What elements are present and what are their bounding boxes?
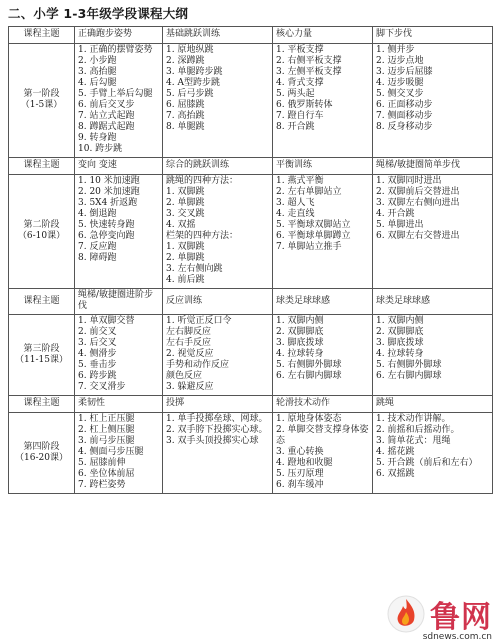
content-cell xyxy=(163,44,273,158)
phase-label: 第一阶段 （1-5课） xyxy=(20,89,63,110)
content-cell xyxy=(75,315,163,396)
content-cell xyxy=(163,413,273,494)
exercise-item: 1. 单双脚交替 xyxy=(78,316,135,326)
exercise-item: 5. 屈膝前伸 xyxy=(78,458,126,468)
exercise-item: 6. 双脚左右交替进出 xyxy=(376,231,460,241)
phase-label: 第四阶段 （16-20课） xyxy=(15,441,68,463)
exercise-item: 1. 双脚跳 xyxy=(166,242,205,252)
exercise-item: 4. 倒退跑 xyxy=(78,209,117,219)
exercise-item: 左右手反应 xyxy=(166,338,212,348)
exercise-item: 4. 背式支撑 xyxy=(276,78,324,88)
exercise-item: 5. 快速转身跑 xyxy=(78,220,135,230)
topic-label-cell: 课程主题 xyxy=(9,289,75,315)
exercise-item: 5. 右侧脚外脚球 xyxy=(276,360,342,370)
topic-header-cell: 正确跑步姿势 xyxy=(75,27,163,44)
exercise-item: 5. 右侧脚外脚球 xyxy=(376,360,442,370)
exercise-item: 2. 左右单脚站立 xyxy=(276,187,342,197)
phase-label-cell xyxy=(9,315,75,396)
exercise-item: 3. 双手头顶投掷实心球 xyxy=(166,436,259,446)
topic-header-cell: 平衡训练 xyxy=(273,158,373,175)
exercise-item: 手势和动作反应 xyxy=(166,360,230,370)
content-cell xyxy=(273,44,373,158)
exercise-item: 栏架的四种方法： xyxy=(166,231,239,241)
content-cell xyxy=(373,44,493,158)
exercise-item: 6. 左右脚内脚球 xyxy=(376,371,442,381)
topic-header-cell: 变向 变速 xyxy=(75,158,163,175)
exercise-item: 4. 走直线 xyxy=(276,209,315,219)
phase-content-row xyxy=(9,44,493,158)
exercise-item: 3. 脚底拨球 xyxy=(276,338,324,348)
exercise-item: 3. 躲避反应 xyxy=(166,382,214,392)
topic-header-cell: 球类足球球感 xyxy=(373,289,493,315)
phase-header-row xyxy=(9,289,493,315)
exercise-item: 4. 拉球转身 xyxy=(276,349,324,359)
exercise-item: 1. 单手投掷垒球、网球。 xyxy=(166,414,268,424)
exercise-item: 2. 杠上侧压腿 xyxy=(78,425,135,435)
exercise-item: 4. 前后跳 xyxy=(166,275,205,285)
exercise-item: 3. 左右侧向跳 xyxy=(166,264,223,274)
exercise-item: 8. 蹲踞式起跑 xyxy=(78,122,135,132)
phase-label-cell xyxy=(9,44,75,158)
content-cell xyxy=(75,413,163,494)
exercise-item: 3. 交叉跳 xyxy=(166,209,205,219)
exercise-item: 7. 侧面移动步 xyxy=(376,111,433,121)
phase-header-row xyxy=(9,158,493,175)
exercise-item: 6. 刹车缓冲 xyxy=(276,480,324,490)
exercise-item: 8. 开合跳 xyxy=(276,122,315,132)
exercise-item: 3. 高抬腿 xyxy=(78,67,117,77)
exercise-item: 3. 双脚左右侧向进出 xyxy=(376,198,460,208)
exercise-item: 2. 单脚跳 xyxy=(166,198,205,208)
exercise-item: 2. 20 米加速跑 xyxy=(78,187,140,197)
exercise-item: 4. 侧滑步 xyxy=(78,349,117,359)
exercise-item: 4. A型跨步跳 xyxy=(166,78,220,88)
exercise-item: 5. 单脚进出 xyxy=(376,220,424,230)
exercise-item: 2. 双脚前后交替进出 xyxy=(376,187,460,197)
exercise-item: 5. 压刃原理 xyxy=(276,469,324,479)
topic-label-cell: 课程主题 xyxy=(9,396,75,413)
course-outline-table xyxy=(8,26,493,494)
exercise-item: 3. 迈步后屈膝 xyxy=(376,67,433,77)
exercise-item: 7. 单脚站立推手 xyxy=(276,242,342,252)
exercise-item: 3. 简单花式：甩绳 xyxy=(376,436,451,446)
exercise-item: 4. 双摇 xyxy=(166,220,196,230)
exercise-item: 1. 杠上正压腿 xyxy=(78,414,135,424)
exercise-item: 4. 后勾腿 xyxy=(78,78,117,88)
exercise-item: 2. 右侧平板支撑 xyxy=(276,56,342,66)
exercise-item: 1. 双脚内侧 xyxy=(276,316,324,326)
exercise-item: 1. 听觉正反口令 xyxy=(166,316,232,326)
phase-content-row xyxy=(9,175,493,289)
watermark-brand: 鲁网 xyxy=(430,600,492,635)
exercise-item: 3. 5X4 折返跑 xyxy=(78,198,138,208)
topic-header-cell: 核心力量 xyxy=(273,27,373,44)
exercise-item: 2. 小步跑 xyxy=(78,56,117,66)
topic-label-cell: 课程主题 xyxy=(9,158,75,175)
exercise-item: 1. 双脚同时进出 xyxy=(376,176,442,186)
exercise-item: 2. 前摇和后摇动作。 xyxy=(376,425,460,435)
exercise-item: 7. 交叉滑步 xyxy=(78,382,126,392)
content-cell xyxy=(373,175,493,289)
exercise-item: 10. 跨步跳 xyxy=(78,144,123,154)
exercise-item: 4. 迈步吸腿 xyxy=(376,78,424,88)
exercise-item: 6. 跨步跳 xyxy=(78,371,117,381)
topic-header-cell: 绳梯/敏捷圈进阶步伐 xyxy=(75,289,163,315)
exercise-item: 2. 视觉反应 xyxy=(166,349,214,359)
topic-header-cell: 基础跳跃训练 xyxy=(163,27,273,44)
content-cell xyxy=(75,175,163,289)
exercise-item: 3. 后交叉 xyxy=(78,338,117,348)
topic-header-cell: 绳梯/敏捷圈简单步伐 xyxy=(373,158,493,175)
exercise-item: 1. 10 米加速跑 xyxy=(78,176,140,186)
exercise-item: 2. 双脚脚底 xyxy=(376,327,424,337)
phase-header-row xyxy=(9,27,493,44)
exercise-item: 4. 侧面弓步压腿 xyxy=(78,447,144,457)
exercise-item: 3. 左侧平板支撑 xyxy=(276,67,342,77)
exercise-item: 7. 蹬自行车 xyxy=(276,111,324,121)
content-cell xyxy=(163,175,273,289)
exercise-item: 1. 侧并步 xyxy=(376,45,415,55)
exercise-item: 2. 双脚脚底 xyxy=(276,327,324,337)
exercise-item: 5. 两头起 xyxy=(276,89,315,99)
exercise-item: 5. 垂击步 xyxy=(78,360,117,370)
exercise-item: 左右脚反应 xyxy=(166,327,212,337)
exercise-item: 2. 深蹲跳 xyxy=(166,56,205,66)
exercise-item: 5. 后弓步跳 xyxy=(166,89,214,99)
exercise-item: 6. 双摇跳 xyxy=(376,469,415,479)
exercise-item: 7. 站立式起跑 xyxy=(78,111,135,121)
exercise-item: 颜色反应 xyxy=(166,371,203,381)
phase-content-row xyxy=(9,413,493,494)
exercise-item: 6. 急停变向跑 xyxy=(78,231,135,241)
phase-label: 第二阶段 （6-10课） xyxy=(17,220,66,241)
exercise-item: 2. 迈步点地 xyxy=(376,56,424,66)
exercise-item: 4. 蹬地和收腿 xyxy=(276,458,333,468)
content-cell xyxy=(273,413,373,494)
exercise-item: 7. 反应跑 xyxy=(78,242,117,252)
exercise-item: 2. 前交叉 xyxy=(78,327,117,337)
exercise-item: 6. 正面移动步 xyxy=(376,100,433,110)
flame-logo-icon xyxy=(386,594,426,634)
exercise-item: 2. 单脚交替支撑身体姿态 xyxy=(276,425,369,446)
exercise-item: 5. 侧交叉步 xyxy=(376,89,424,99)
exercise-item: 9. 转身跑 xyxy=(78,133,117,143)
exercise-item: 5. 手臂上举后勾腿 xyxy=(78,89,153,99)
topic-label-cell: 课程主题 xyxy=(9,27,75,44)
phase-label: 第三阶段 （11-15课） xyxy=(15,343,68,365)
exercise-item: 6. 左右脚内脚球 xyxy=(276,371,342,381)
topic-header-cell: 投掷 xyxy=(163,396,273,413)
exercise-item: 跳绳的四种方法： xyxy=(166,176,239,186)
exercise-item: 1. 技术动作讲解。 xyxy=(376,414,451,424)
exercise-item: 1. 双脚跳 xyxy=(166,187,205,197)
topic-header-cell: 脚下步伐 xyxy=(373,27,493,44)
phase-content-row xyxy=(9,315,493,396)
exercise-item: 7. 高抬跳 xyxy=(166,111,205,121)
exercise-item: 1. 平板支撑 xyxy=(276,45,324,55)
exercise-item: 6. 坐位体前屈 xyxy=(78,469,135,479)
topic-header-cell: 轮滑技术动作 xyxy=(273,396,373,413)
exercise-item: 8. 单腿跳 xyxy=(166,122,205,132)
topic-header-cell: 反应训练 xyxy=(163,289,273,315)
content-cell xyxy=(75,44,163,158)
content-cell xyxy=(273,175,373,289)
topic-header-cell: 柔韧性 xyxy=(75,396,163,413)
content-cell xyxy=(273,315,373,396)
exercise-item: 3. 单腿跨步跳 xyxy=(166,67,223,77)
exercise-item: 3. 重心转换 xyxy=(276,447,324,457)
topic-header-cell: 跳绳 xyxy=(373,396,493,413)
exercise-item: 2. 单脚跳 xyxy=(166,253,205,263)
exercise-item: 8. 障碍跑 xyxy=(78,253,117,263)
exercise-item: 6. 屈膝跳 xyxy=(166,100,205,110)
exercise-item: 3. 脚底拨球 xyxy=(376,338,424,348)
exercise-item: 1. 原地身体姿态 xyxy=(276,414,342,424)
exercise-item: 1. 原地纵跳 xyxy=(166,45,214,55)
watermark-logo xyxy=(386,592,492,636)
topic-header-cell: 球类足球球感 xyxy=(273,289,373,315)
exercise-item: 6. 俄罗斯转体 xyxy=(276,100,333,110)
exercise-item: 4. 开合跳 xyxy=(376,209,415,219)
topic-header-cell: 综合的跳跃训练 xyxy=(163,158,273,175)
watermark-url: sdnews.com.cn xyxy=(422,632,492,642)
exercise-item: 2. 双手胯下投掷实心球。 xyxy=(166,425,268,435)
exercise-item: 5. 平衡球双脚站立 xyxy=(276,220,351,230)
exercise-item: 6. 平衡球单脚蹲立 xyxy=(276,231,351,241)
exercise-item: 4. 摇花跳 xyxy=(376,447,415,457)
exercise-item: 8. 反身移动步 xyxy=(376,122,433,132)
exercise-item: 5. 开合跳（前后和左右） xyxy=(376,458,478,468)
exercise-item: 3. 前弓步压腿 xyxy=(78,436,135,446)
exercise-item: 1. 燕式平衡 xyxy=(276,176,324,186)
exercise-item: 1. 双脚内侧 xyxy=(376,316,424,326)
exercise-item: 6. 前后交叉步 xyxy=(78,100,135,110)
content-cell xyxy=(373,315,493,396)
content-cell xyxy=(163,315,273,396)
page-title: 二、小学 1-3年级学段课程大纲 xyxy=(8,6,189,21)
exercise-item: 1. 正确的摆臂姿势 xyxy=(78,45,153,55)
content-cell xyxy=(373,413,493,494)
exercise-item: 4. 拉球转身 xyxy=(376,349,424,359)
phase-label-cell xyxy=(9,413,75,494)
exercise-item: 7. 跨栏姿势 xyxy=(78,480,126,490)
phase-label-cell xyxy=(9,175,75,289)
exercise-item: 3. 超人飞 xyxy=(276,198,315,208)
phase-header-row xyxy=(9,396,493,413)
